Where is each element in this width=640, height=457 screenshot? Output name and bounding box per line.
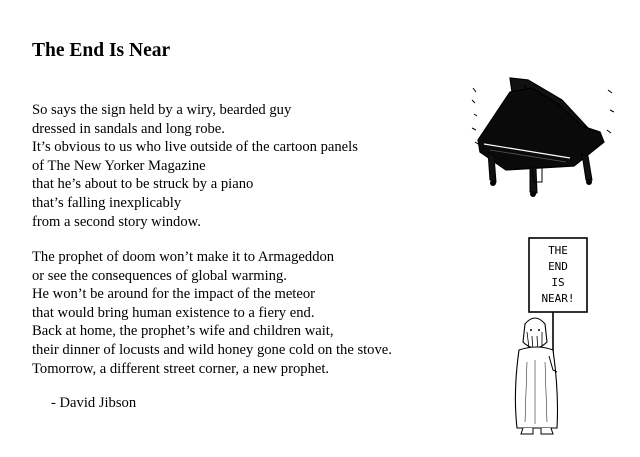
stanza-1 bbox=[32, 101, 358, 231]
prophet-with-sign-illustration bbox=[505, 232, 597, 438]
sign-text-line: END bbox=[548, 260, 568, 273]
poem-line: The prophet of doom won’t make it to Armageddon bbox=[32, 249, 335, 265]
poem-line: from a second story window. bbox=[32, 213, 201, 230]
poem-line: their dinner of locusts and wild honey gone cold on the stove. bbox=[32, 341, 392, 358]
poem-line: So says the sign held by a wiry, bearded guy bbox=[32, 102, 292, 118]
sign-text-line: NEAR! bbox=[541, 292, 575, 305]
sign-text-line: THE bbox=[548, 244, 568, 257]
poem-line: It’s obvious to us who live outside of the cartoon panels bbox=[32, 139, 358, 156]
poem-line: of The New Yorker Magazine bbox=[32, 157, 206, 174]
falling-piano-illustration bbox=[470, 70, 620, 200]
poem-author: - David Jibson bbox=[51, 395, 137, 411]
poem-line: that he’s about to be struck by a piano bbox=[32, 176, 254, 193]
sign-text-line: IS bbox=[551, 276, 565, 289]
poem-line: Back at home, the prophet’s wife and children wait, bbox=[32, 323, 334, 340]
poem-line: that’s falling inexplicably bbox=[32, 194, 182, 211]
poem-line: He won’t be around for the impact of the meteor bbox=[32, 286, 315, 303]
stanza-2 bbox=[32, 248, 392, 378]
poem-line: dressed in sandals and long robe. bbox=[32, 120, 225, 137]
poem-line: or see the consequences of global warming. bbox=[32, 267, 287, 284]
poem-line: Tomorrow, a different street corner, a new prophet. bbox=[32, 360, 330, 377]
poem-line: that would bring human existence to a fiery end. bbox=[32, 304, 315, 321]
poem-title: The End Is Near bbox=[32, 40, 171, 61]
